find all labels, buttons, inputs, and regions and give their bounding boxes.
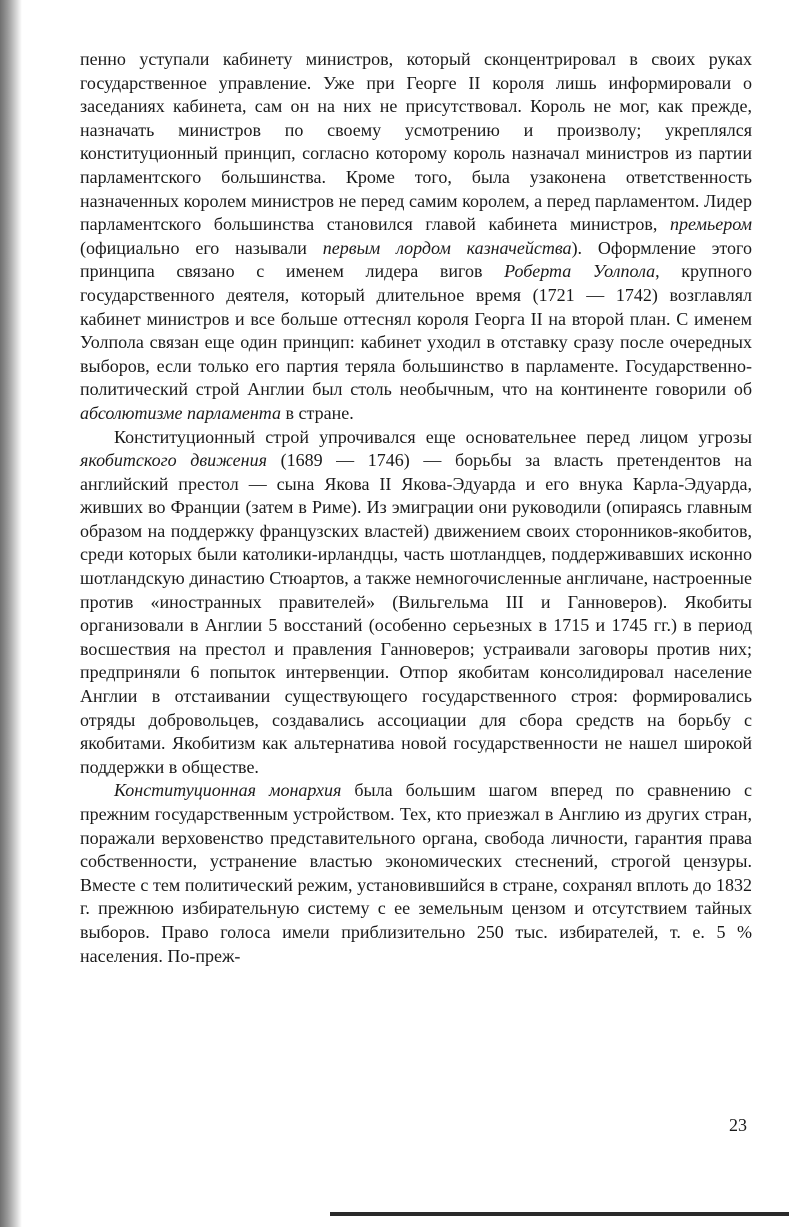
text-run: ). Оформление этого принципа связано с именем лидера вигов <box>80 237 752 282</box>
italic-term: абсолютизме парламента <box>80 402 282 423</box>
page-bottom-edge <box>330 1212 789 1216</box>
italic-term: Конституционная монархия <box>114 780 342 801</box>
text-run: (1689 — 1746) — борьбы за власть претендентов на английский престол — сына Якова II Якова-Эдуарда и его внука Карла-Эдуарда, живших во Франции (затем в Риме). Из эмиграции они руководили (опираясь главным образом на поддержку французских властей) движением своих сторонников-якобитов, среди которых были католики-ирландцы, часть шотландцев, поддерживавших исконно шотландскую династию Стюартов, а также немногочисленные англичане, настроенные против «иностранных правителей» (Вильгельма III и Ганноверов). Якобиты организовали в Англии 5 восстаний (особенно серьезных в 1715 и 1745 гг.) в период восшествия на престол и правления Ганноверов; устраивали заговоры против них; предприняли 6 попыток интервенции. Отпор якобитам консолидировал население Англии в отстаивании существующего государственного строя: формировались отряды добровольцев, создавались ассоциации для сбора средств на борьбу с якобитами. Якобитизм как альтернатива новой государственности не нашел широкой поддержки в обществе. <box>80 450 753 777</box>
text-run: была большим шагом вперед по сравнению с прежним государственным устройством. Тех, кто приезжал в Англию из других стран, поражали верховенство представительного органа, свобода личности, гарантия права собственности, устранение властью экономических стеснений, строгой цензуры. Вместе с тем политический режим, установившийся в стране, сохранял вплоть до 1832 г. прежнюю избирательную систему с ее земельным цензом и отсутствием тайных выборов. Право голоса имели приблизительно 250 тыс. избирателей, т. е. 5 % населения. По-преж- <box>80 780 752 966</box>
page-text-column <box>80 48 752 968</box>
italic-term: премьером <box>669 214 752 235</box>
book-spine-shadow <box>0 0 22 1227</box>
page-number: 23 <box>729 1115 747 1135</box>
text-run: (официально его называли <box>80 237 323 258</box>
body-paragraph <box>80 426 752 780</box>
text-run: пенно уступали кабинету министров, который сконцентрировал в своих руках государственное управление. Уже при Георге II короля лишь информировали о заседаниях кабинета, сам он на них не присутствовал. Король не мог, как прежде, назначать министров по своему усмотрению и произволу; укреплялся конституционный принцип, согласно которому король назначал министров из партии парламентского большинства. Кроме того, была узаконена ответственность назначенных королем министров не перед самим королем, а перед парламентом. Лидер парламентского большинства становился главой кабинета министров, <box>80 49 752 235</box>
body-paragraph <box>80 48 752 426</box>
text-run: в стране. <box>281 402 354 423</box>
body-paragraph <box>80 779 752 968</box>
text-run: Конституционный строй упрочивался еще основательнее перед лицом угрозы <box>114 426 752 447</box>
italic-term: Роберта Уолпола <box>504 261 656 282</box>
text-run: , крупного государственного деятеля, который длительное время (1721 — 1742) возглавлял кабинет министров и все больше оттеснял короля Георга II на второй план. С именем Уолпола связан еще один принцип: кабинет уходил в отставку сразу после очередных выборов, если только его партия теряла большинство в парламенте. Государственно-политический строй Англии был столь необычным, что на континенте говорили об <box>80 261 752 400</box>
italic-term: первым лордом казначейства <box>322 237 572 258</box>
italic-term: якобитского движения <box>80 450 267 471</box>
